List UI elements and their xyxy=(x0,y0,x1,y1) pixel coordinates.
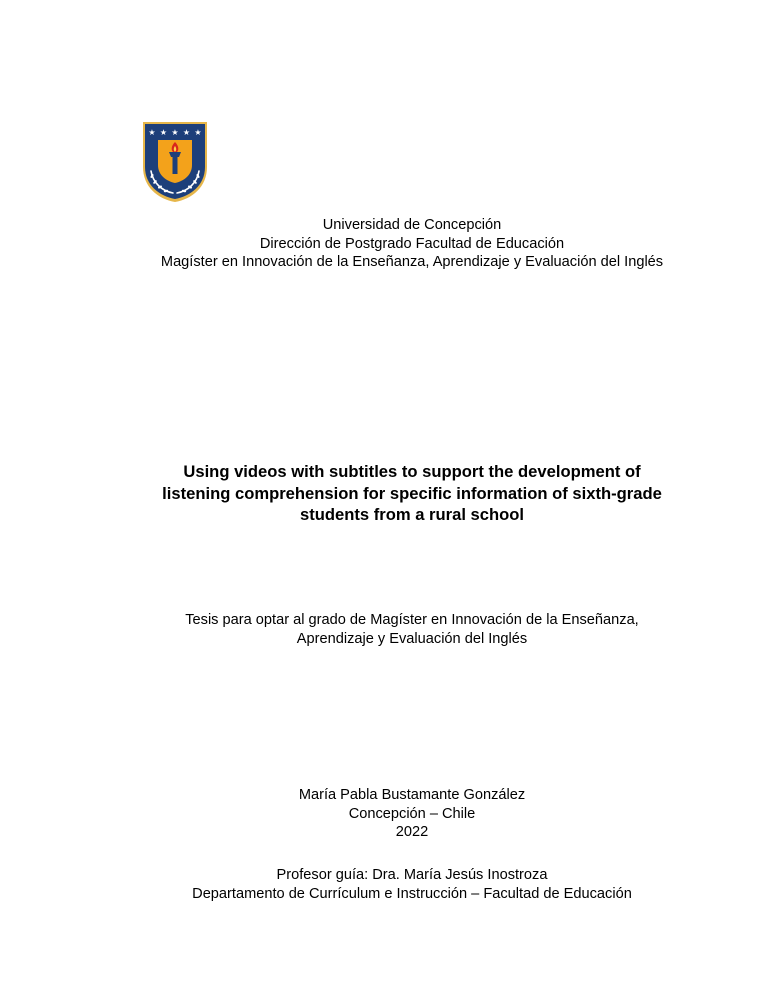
degree-statement xyxy=(0,611,772,648)
university-name: Universidad de Concepción xyxy=(322,217,502,233)
svg-text:★: ★ xyxy=(182,128,191,137)
advisor-name: Profesor guía: Dra. María Jesús Inostroza xyxy=(276,867,548,883)
institution-header xyxy=(0,216,772,272)
thesis-title-line-2: listening comprehension for specific information of sixth-grade xyxy=(162,483,662,503)
author-block xyxy=(0,786,772,842)
thesis-title-line-1: Using videos with subtitles to support the development of xyxy=(183,462,641,481)
thesis-title xyxy=(0,461,772,526)
svg-text:★: ★ xyxy=(148,128,156,137)
svg-text:★: ★ xyxy=(171,128,179,137)
degree-statement-line-1: Tesis para optar al grado de Magíster en Innovación de la Enseñanza, xyxy=(185,612,639,628)
svg-text:★: ★ xyxy=(194,128,202,137)
svg-text:★: ★ xyxy=(159,128,168,137)
author-name: María Pabla Bustamante González xyxy=(298,787,526,803)
program-name: Magíster en Innovación de la Enseñanza, Aprendizaje y Evaluación del Inglés xyxy=(160,254,664,271)
thesis-title-line-3: students from a rural school xyxy=(299,505,525,524)
author-year: 2022 xyxy=(395,824,429,841)
university-crest-icon xyxy=(142,121,208,203)
postgraduate-direction: Dirección de Postgrado Facultad de Educación xyxy=(259,235,565,252)
advisor-department: Departamento de Currículum e Instrucción – Facultad de Educación xyxy=(192,885,632,902)
advisor-block xyxy=(0,866,772,903)
degree-statement-line-2: Aprendizaje y Evaluación del Inglés xyxy=(296,630,528,647)
author-location: Concepción – Chile xyxy=(348,805,476,822)
